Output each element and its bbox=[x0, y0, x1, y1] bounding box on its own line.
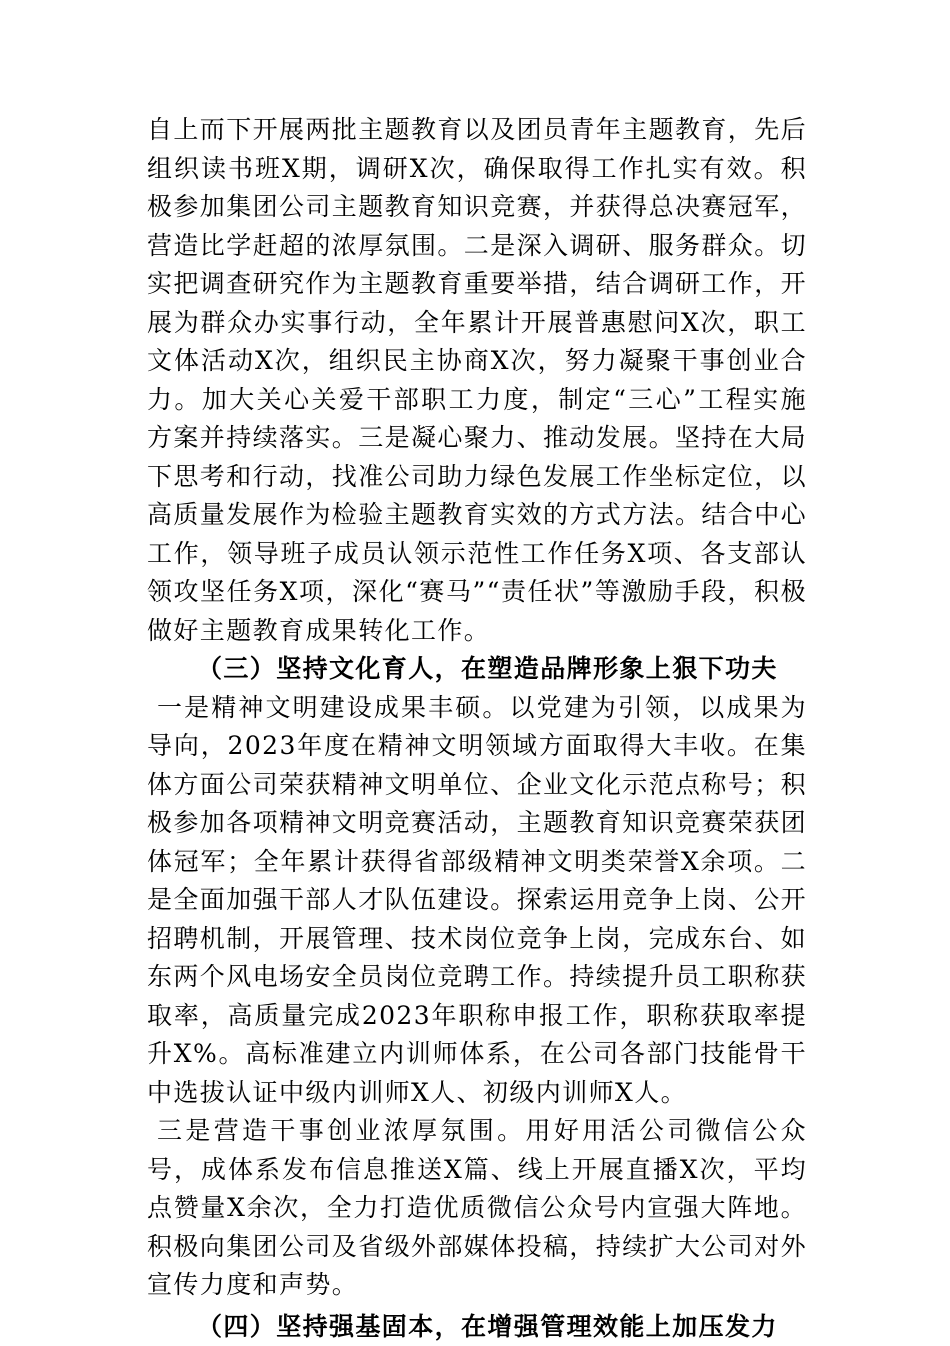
body-paragraph-2: 一是精神文明建设成果丰硕。以党建为引领，以成果为导向，2023年度在精神文明领域方面取得大丰收。在集体方面公司荣获精神文明单位、企业文化示范点称号；积极参加各项精神文明竞赛活动，主题教育知识竞赛荣获团体冠军；全年累计获得省部级精神文明类荣誉X余项。二是全面加强干部人才队伍建设。探索运用竞争上岗、公开招聘机制，开展管理、技术岗位竞争上岗，完成东台、如东两个风电场安全员岗位竞聘工作。持续提升员工职称获取率，高质量完成2023年职称申报工作，职称获取率提升X%。高标准建立内训师体系，在公司各部门技能骨干中选拔认证中级内训师X人、初级内训师X人。 bbox=[147, 689, 807, 1113]
section-heading-4: （四）坚持强基固本，在增强管理效能上加压发力 bbox=[147, 1308, 807, 1346]
section-heading-3: （三）坚持文化育人，在塑造品牌形象上狠下功夫 bbox=[147, 650, 807, 689]
body-paragraph-1: 自上而下开展两批主题教育以及团员青年主题教育，先后组织读书班X期，调研X次，确保取得工作扎实有效。积极参加集团公司主题教育知识竞赛，并获得总决赛冠军，营造比学赶超的浓厚氛围。二是深入调研、服务群众。切实把调查研究作为主题教育重要举措，结合调研工作，开展为群众办实事行动，全年累计开展普惠慰问X次，职工文体活动X次，组织民主协商X次，努力凝聚干事创业合力。加大关心关爱干部职工力度，制定“三心”工程实施方案并持续落实。三是凝心聚力、推动发展。坚持在大局下思考和行动，找准公司助力绿色发展工作坐标定位，以高质量发展作为检验主题教育实效的方式方法。结合中心工作，领导班子成员认领示范性工作任务X项、各支部认领攻坚任务X项，深化“赛马”“责任状”等激励手段，积极做好主题教育成果转化工作。 bbox=[147, 111, 807, 650]
body-paragraph-3: 三是营造干事创业浓厚氛围。用好用活公司微信公众号，成体系发布信息推送X篇、线上开展直播X次，平均点赞量X余次，全力打造优质微信公众号内宣强大阵地。积极向集团公司及省级外部媒体投稿，持续扩大公司对外宣传力度和声势。 bbox=[147, 1112, 807, 1305]
document-page bbox=[147, 111, 807, 1346]
